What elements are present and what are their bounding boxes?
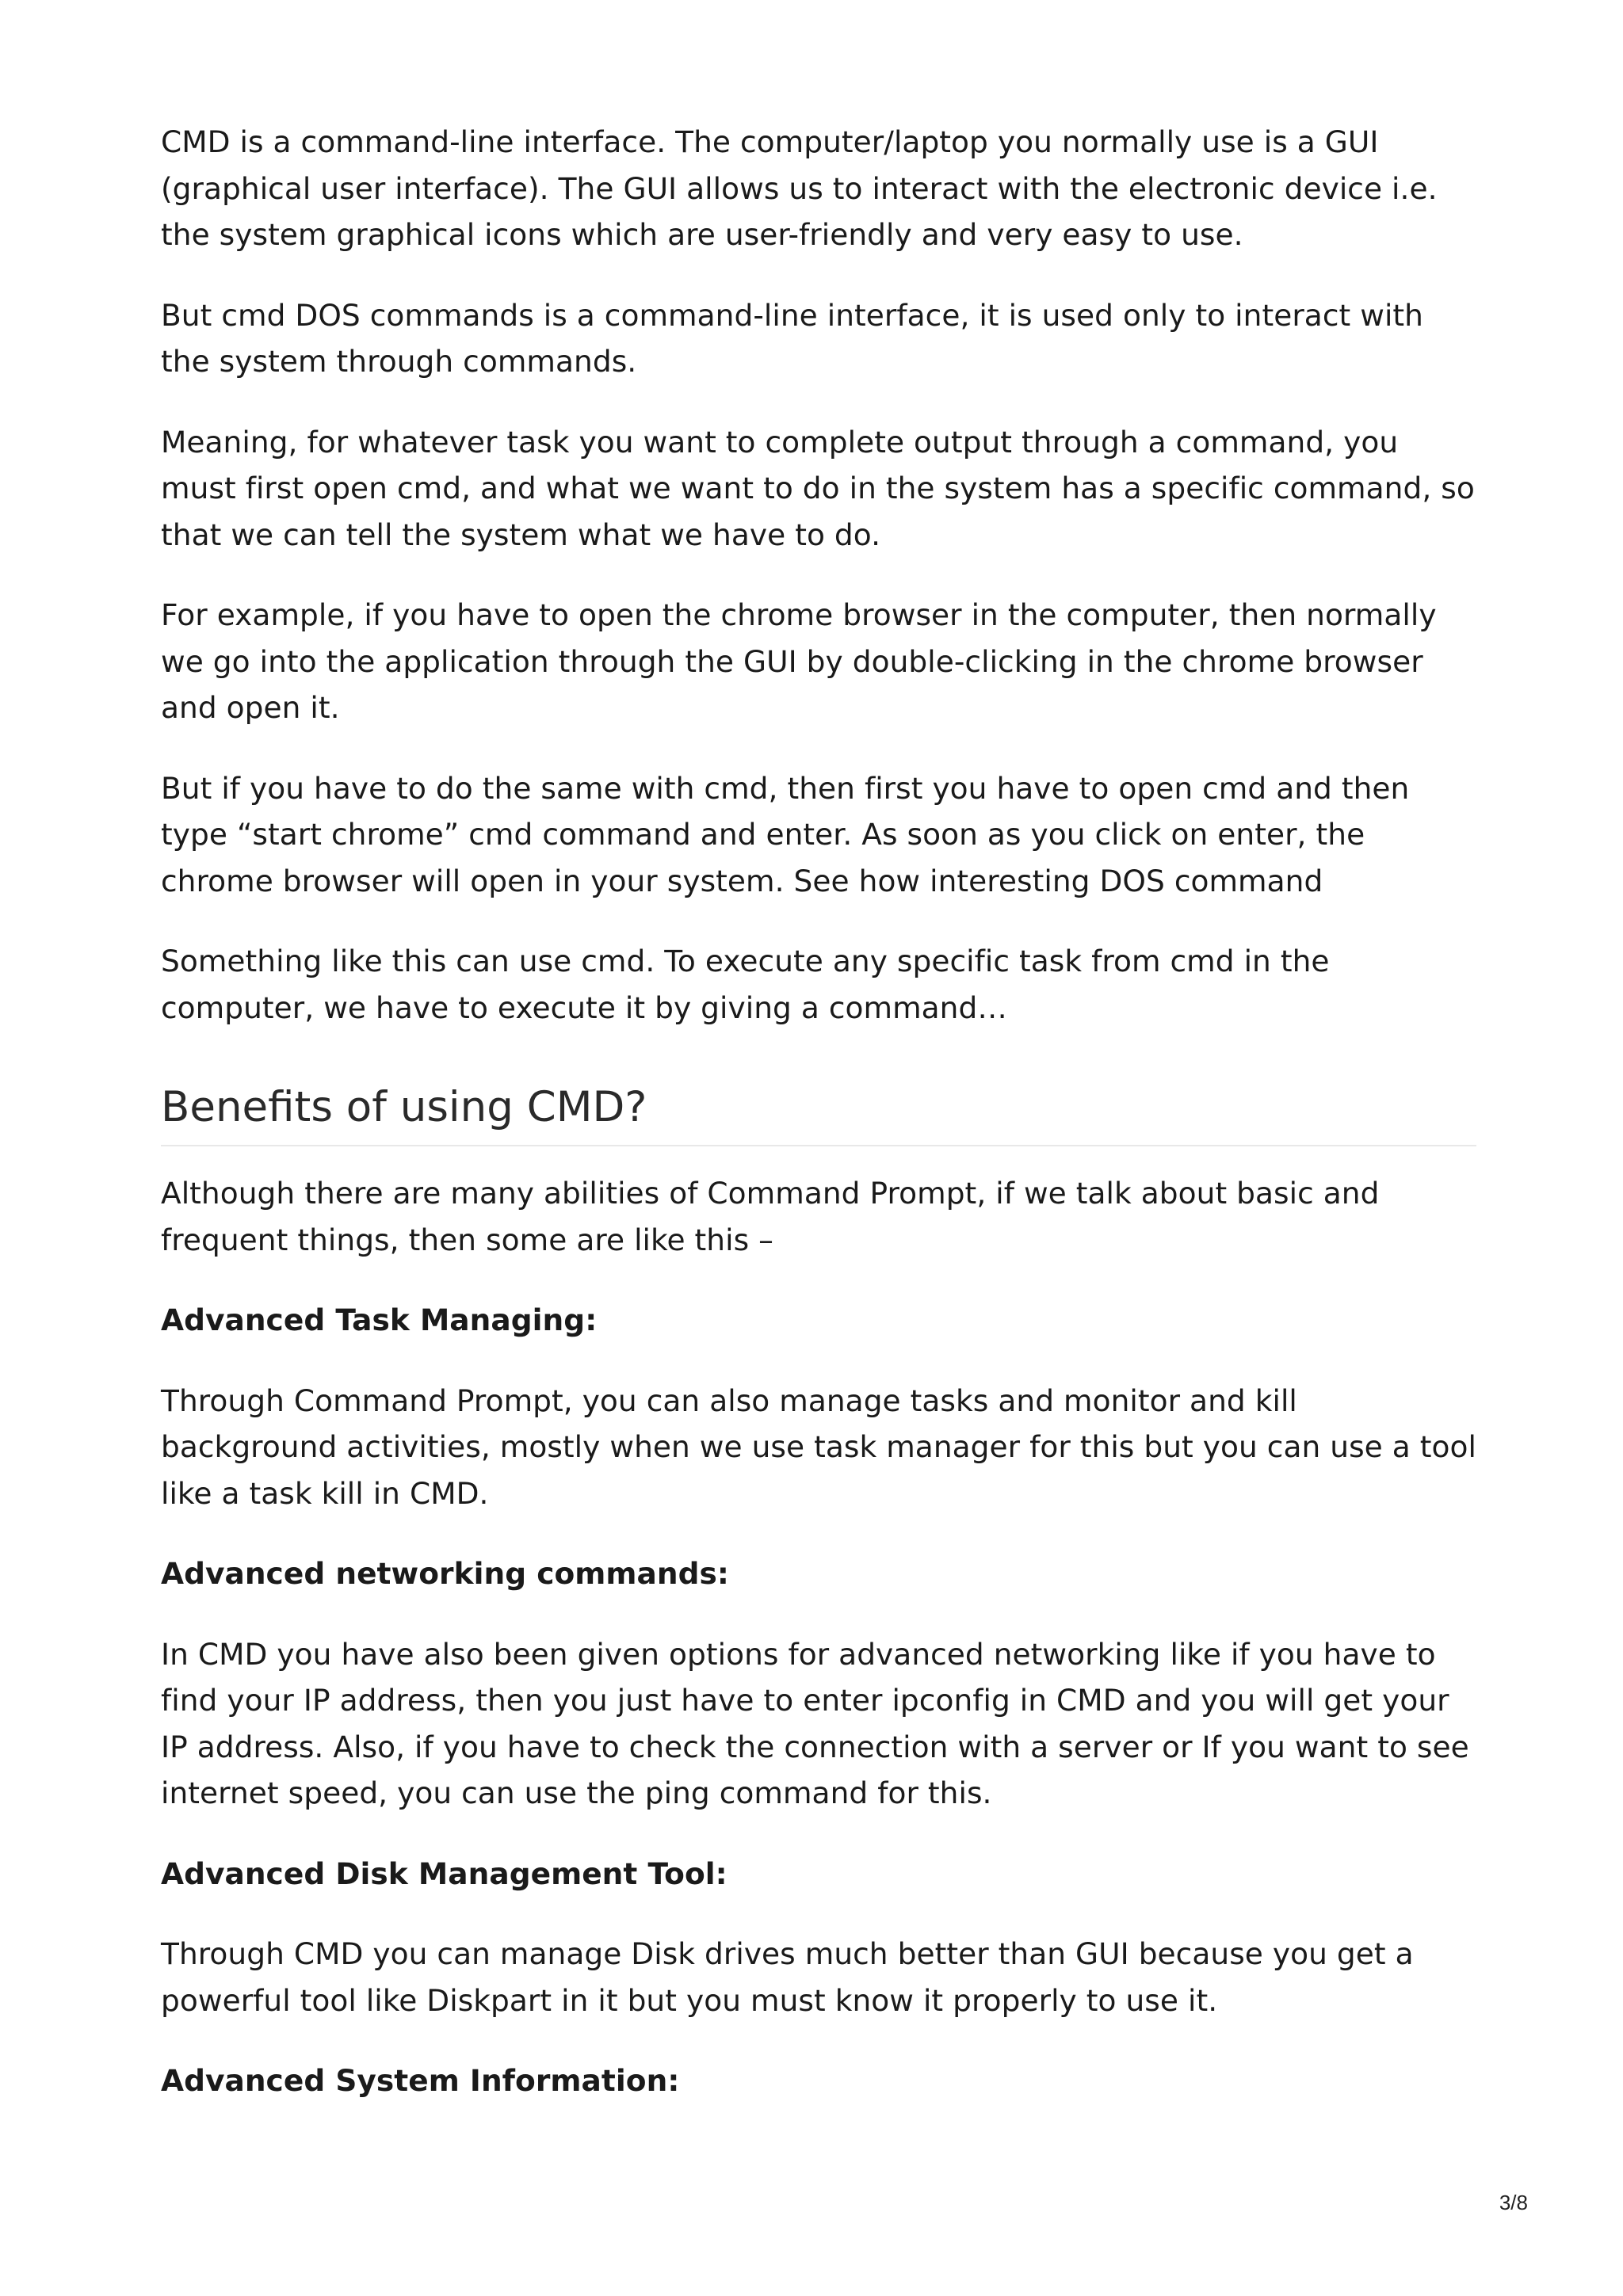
section-heading: Benefits of using CMD? bbox=[161, 1083, 647, 1131]
task-managing-text: Through Command Prompt, you can also manage tasks and monitor and kill background activities, mostly when we use task manager for this but you can use a tool like a task kill in CMD. bbox=[161, 1383, 1476, 1511]
intro-paragraph-2: But cmd DOS commands is a command-line interface, it is used only to interact with the system through commands. bbox=[161, 297, 1423, 379]
intro-paragraph-3: Meaning, for whatever task you want to complete output through a command, you must first open cmd, and what we want to do in the system has a specific command, so that we can tell the system what we have to do. bbox=[161, 424, 1475, 552]
subheading-task-managing: Advanced Task Managing: bbox=[161, 1302, 598, 1337]
page-number: 3/8 bbox=[1499, 2191, 1528, 2214]
subheading-system-information: Advanced System Information: bbox=[161, 2063, 680, 2098]
subheading-networking: Advanced networking commands: bbox=[161, 1556, 729, 1591]
networking-text: In CMD you have also been given options for advanced networking like if you have to find your IP address, then you just have to enter ipconfig in CMD and you will get your IP address. Also, if you have to check the connection with a server or If you want to see internet speed, you can use the ping command for this. bbox=[161, 1636, 1469, 1810]
section-lead: Although there are many abilities of Command Prompt, if we talk about basic and frequent things, then some are like this – bbox=[161, 1176, 1380, 1257]
intro-paragraph-6: Something like this can use cmd. To execute any specific task from cmd in the computer, we have to execute it by giving a command… bbox=[161, 944, 1330, 1025]
intro-paragraph-1: CMD is a command-line interface. The computer/laptop you normally use is a GUI (graphical user interface). The GUI allows us to interact with the electronic device i.e. the system graphical icons which are user-friendly and very easy to use. bbox=[161, 124, 1438, 252]
intro-paragraph-5: But if you have to do the same with cmd, then first you have to open cmd and then type “start chrome” cmd command and enter. As soon as you click on enter, the chrome browser will open in your system. See how interesting DOS command bbox=[161, 770, 1410, 898]
subheading-disk-management: Advanced Disk Management Tool: bbox=[161, 1855, 727, 1891]
document-page bbox=[161, 119, 1476, 2138]
disk-management-text: Through CMD you can manage Disk drives much better than GUI because you get a powerful tool like Diskpart in it but you must know it properly to use it. bbox=[161, 1936, 1414, 2018]
heading-divider bbox=[161, 1145, 1476, 1146]
intro-paragraph-4: For example, if you have to open the chrome browser in the computer, then normally we go into the application through the GUI by double-clicking in the chrome browser and open it. bbox=[161, 597, 1437, 725]
